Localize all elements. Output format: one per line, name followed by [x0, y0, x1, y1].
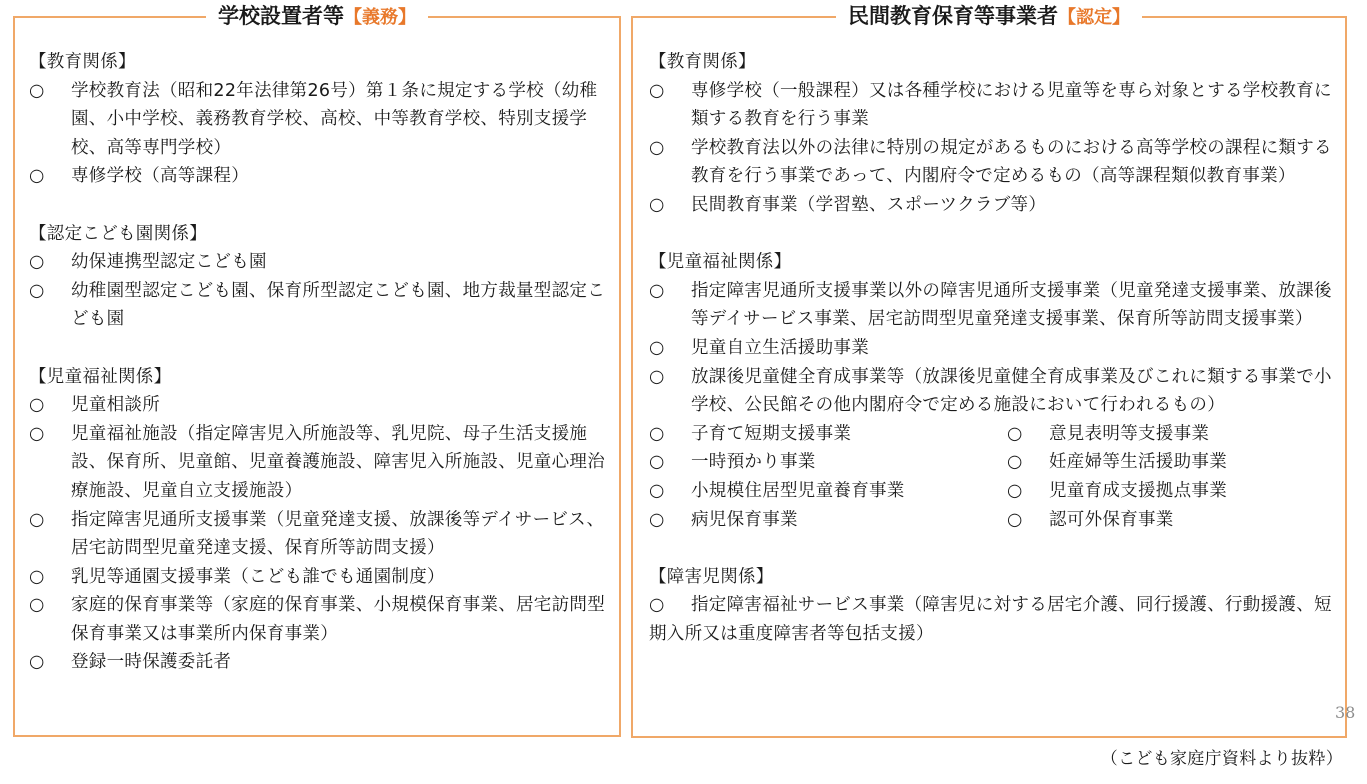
list-item: ○ 登録一時保護委託者 — [29, 648, 609, 677]
list-item: ○ 妊産婦等生活援助事業 — [1007, 448, 1335, 477]
list-item: ○ 児童相談所 — [29, 391, 609, 420]
bullet-icon: ○ — [29, 395, 45, 416]
list-item: ○ 学校教育法（昭和22年法律第26号）第１条に規定する学校（幼稚園、小中学校、義務教育学校、高校、中等教育学校、特別支援学校、高等専門学校） — [29, 77, 609, 163]
bullet-icon: ○ — [649, 80, 665, 101]
list-item: ○ 民間教育事業（学習塾、スポーツクラブ等） — [649, 191, 1335, 220]
list-item: ○ 専修学校（一般課程）又は各種学校における児童等を専ら対象とする学校教育に類する教育を行う事業 — [649, 77, 1335, 134]
bullet-icon: ○ — [649, 480, 665, 501]
list-item: ○ 放課後児童健全育成事業等（放課後児童健全育成事業及びこれに類する事業で小学校、公民館その他内閣府令で定める施設において行われるもの） — [649, 363, 1335, 420]
two-column-list — [649, 420, 1335, 534]
list-column-left — [649, 420, 1007, 534]
right-panel-title — [633, 2, 1345, 32]
bullet-icon: ○ — [649, 194, 665, 215]
section-heading-child-welfare: 【児童福祉関係】 — [29, 366, 172, 387]
obligation-tag: 【義務】 — [344, 7, 416, 28]
list-item: ○ 児童自立生活援助事業 — [649, 334, 1335, 363]
bullet-icon: ○ — [649, 366, 665, 387]
list-item: ○ 指定障害児通所支援事業（児童発達支援、放課後等デイサービス、居宅訪問型児童発達支援、保育所等訪問支援） — [29, 506, 609, 563]
bullet-icon: ○ — [649, 337, 665, 358]
list-item: ○ 意見表明等支援事業 — [1007, 420, 1335, 449]
list-item: ○ 幼稚園型認定こども園、保育所型認定こども園、地方裁量型認定こども園 — [29, 277, 609, 334]
list-item: ○ 子育て短期支援事業 — [649, 420, 1007, 449]
list-column-right — [1007, 420, 1335, 534]
section-heading-education: 【教育関係】 — [649, 52, 756, 72]
list-item: ○ 児童育成支援拠点事業 — [1007, 477, 1335, 506]
list-item: ○ 指定障害福祉サービス事業（障害児に対する居宅介護、同行援護、行動援護、短期入所又は重度障害者等包括支援） — [649, 591, 1335, 648]
left-panel-title — [15, 2, 619, 32]
list-item: ○ 小規模住居型児童養育事業 — [649, 477, 1007, 506]
bullet-icon: ○ — [1007, 509, 1023, 530]
list-item: ○ 児童福祉施設（指定障害児入所施設等、乳児院、母子生活支援施設、保育所、児童館、児童養護施設、障害児入所施設、児童心理治療施設、児童自立支援施設） — [29, 420, 609, 506]
bullet-icon: ○ — [29, 509, 45, 530]
section-heading-child-welfare: 【児童福祉関係】 — [649, 252, 792, 273]
bullet-icon: ○ — [649, 423, 665, 444]
list-item: ○ 学校教育法以外の法律に特別の規定があるものにおける高等学校の課程に類する教育を行う事業であって、内閣府令で定めるもの（高等課程類似教育事業） — [649, 134, 1335, 191]
bullet-icon: ○ — [649, 280, 665, 301]
left-panel-content — [29, 48, 609, 677]
list-item: ○ 乳児等通園支援事業（こども誰でも通園制度） — [29, 563, 609, 592]
bullet-icon: ○ — [29, 80, 45, 101]
bullet-icon: ○ — [29, 166, 45, 187]
bullet-icon: ○ — [649, 137, 665, 158]
section-heading-education: 【教育関係】 — [29, 52, 136, 72]
bullet-icon: ○ — [29, 423, 45, 444]
bullet-icon: ○ — [649, 595, 665, 616]
bullet-icon: ○ — [29, 252, 45, 273]
certification-tag: 【認定】 — [1058, 7, 1130, 28]
list-item: ○ 病児保育事業 — [649, 506, 1007, 535]
bullet-icon: ○ — [1007, 480, 1023, 501]
list-item: ○ 家庭的保育事業等（家庭的保育事業、小規模保育事業、居宅訪問型保育事業又は事業所内保育事業） — [29, 591, 609, 648]
list-item: ○ 認可外保育事業 — [1007, 506, 1335, 535]
right-panel-title-text: 民間教育保育等事業者 — [848, 4, 1058, 28]
left-panel-title-text: 学校設置者等 — [218, 4, 344, 28]
source-note: （こども家庭庁資料より抜粋） — [1100, 749, 1343, 769]
bullet-icon: ○ — [29, 280, 45, 301]
bullet-icon: ○ — [29, 566, 45, 587]
right-panel-content — [649, 48, 1335, 648]
bullet-icon: ○ — [649, 452, 665, 473]
list-item: ○ 一時預かり事業 — [649, 448, 1007, 477]
list-item: ○ 幼保連携型認定こども園 — [29, 248, 609, 277]
page-number: 38 — [1335, 703, 1356, 722]
bullet-icon: ○ — [1007, 452, 1023, 473]
section-heading-disability: 【障害児関係】 — [649, 566, 774, 587]
bullet-icon: ○ — [1007, 423, 1023, 444]
bullet-icon: ○ — [29, 595, 45, 616]
list-item: ○ 指定障害児通所支援事業以外の障害児通所支援事業（児童発達支援事業、放課後等デイサービス事業、居宅訪問型児童発達支援事業、保育所等訪問支援事業） — [649, 277, 1335, 334]
list-item: ○ 専修学校（高等課程） — [29, 162, 609, 191]
school-operators-panel — [13, 4, 621, 737]
bullet-icon: ○ — [29, 652, 45, 673]
bullet-icon: ○ — [649, 509, 665, 530]
private-operators-panel — [631, 4, 1347, 738]
section-heading-kodomoen: 【認定こども園関係】 — [29, 223, 207, 244]
